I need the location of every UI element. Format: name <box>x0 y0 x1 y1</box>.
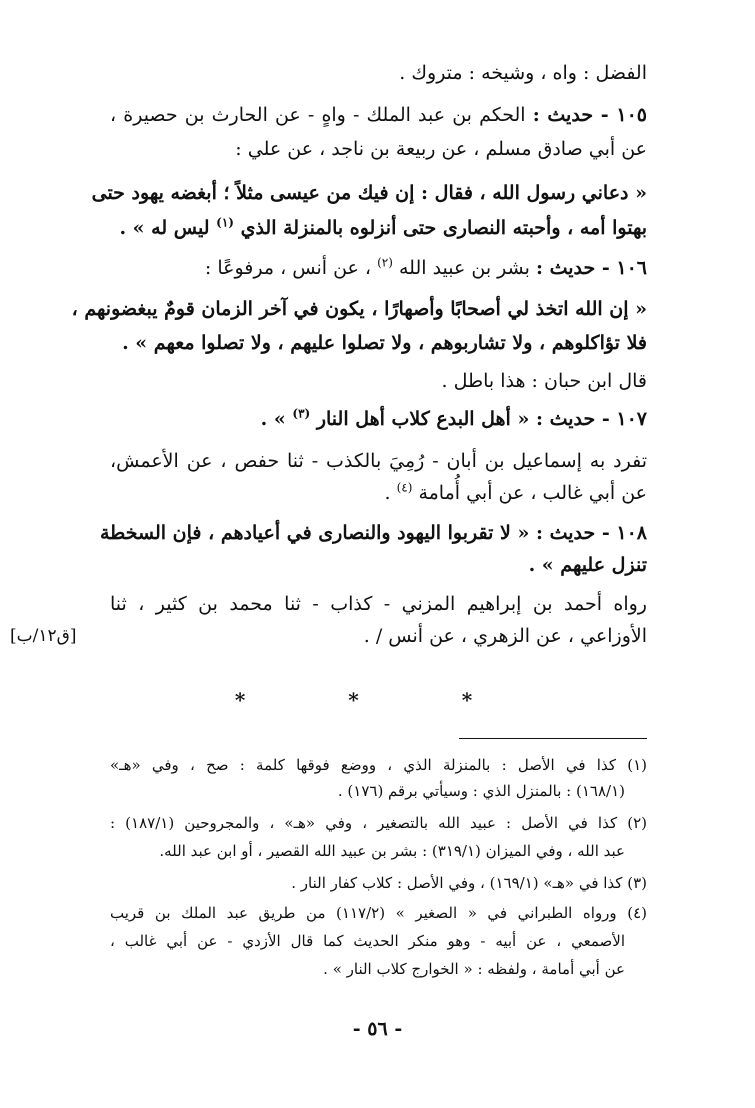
text-line-11 <box>110 446 647 476</box>
hadith-105-heading <box>110 100 647 130</box>
hadith-105-matn-1 <box>91 178 647 208</box>
line-text: عن أبي صادق مسلم ، عن ربيعة بن ناجد ، عن علي : <box>235 138 647 160</box>
hadith-106-matn-1 <box>71 294 647 324</box>
footnote-text: (٤) ورواه الطبراني في « الصغير » (١١٧/٢) من طريق عبد الملك بن قريب <box>110 904 648 922</box>
footnote-text: (١) كذا في الأصل : بالمنزلة الذي ، ووضع فوقها كلمة : صح ، وفي «هـ» <box>110 756 647 774</box>
text-line-1 <box>399 58 647 88</box>
line-text: الأوزاعي ، عن الزهري ، عن أنس / . <box>363 625 647 647</box>
manuscript-folio-note: [ق١٢/ب] <box>10 626 77 646</box>
hadith-106-heading <box>205 253 647 283</box>
footnote-2-line-1 <box>110 810 647 836</box>
footnote-3-line-1 <box>291 870 647 896</box>
line-text: فلا تؤاكلوهم ، ولا تشاربوهم ، ولا تصلوا عليهم ، ولا تصلوا معهم » . <box>122 332 647 354</box>
footnote-ref-2[interactable]: (٢) <box>377 255 393 270</box>
line-text: بهتوا أمه ، وأحبته النصارى حتى أنزلوه بالمنزلة الذي <box>240 217 647 239</box>
hadith-107-heading <box>261 404 647 434</box>
hadith-number-106: ١٠٦ - حديث : <box>535 257 647 279</box>
text-line-12 <box>384 478 647 508</box>
footnote-4-line-3 <box>323 956 625 982</box>
line-text: تفرد به إسماعيل بن أبان - رُمِيَ بالكذب - ثنا حفص ، عن الأعمش، <box>110 450 647 472</box>
line-text: قال ابن حبان : هذا باطل . <box>441 370 647 392</box>
line-text: « لا تقربوا اليهود والنصارى في أعيادهم ، فإن السخطة <box>100 522 530 544</box>
line-text: الحكم بن عبد الملك - واهٍ - عن الحارث بن حصيرة ، <box>110 104 526 126</box>
page-number: - ٥٦ - <box>352 1018 403 1040</box>
hadith-108-matn <box>529 550 647 580</box>
hadith-105-matn-2 <box>119 213 647 243</box>
text-line-3 <box>235 134 647 164</box>
line-text: » . <box>260 408 286 430</box>
hadith-number-105: ١٠٥ - حديث : <box>532 104 647 126</box>
footnote-ref-4[interactable]: (٤) <box>396 480 413 495</box>
text-line-9 <box>442 366 647 396</box>
hadith-number-107: ١٠٧ - حديث : <box>535 408 647 430</box>
footnote-1-line-2 <box>338 778 625 804</box>
line-text: عن أبي غالب ، عن أبي أُمامة <box>418 482 647 504</box>
line-text: تنزل عليهم » . <box>528 554 647 576</box>
line-text: « إن الله اتخذ لي أصحابًا وأصهارًا ، يكون في آخر الزمان قومٌ يبغضونهم ، <box>71 298 647 320</box>
footnote-4-line-2 <box>110 928 625 954</box>
line-text: « أهل البدع كلاب أهل النار <box>316 408 530 430</box>
footnote-divider <box>459 738 647 739</box>
line-text: . <box>384 482 391 504</box>
footnote-text: الأصمعي ، عن أبيه - وهو منكر الحديث كما قال الأزدي - عن أبي غالب ، <box>110 932 625 950</box>
footnote-text: (٢) كذا في الأصل : عبيد الله بالتصغير ، وفي «هـ» ، والمجروحين (١٨٧/١) : <box>110 814 647 832</box>
line-text: رواه أحمد بن إبراهيم المزني - كذاب - ثنا محمد بن كثير ، ثنا <box>110 593 647 615</box>
footnote-text: (٣) كذا في «هـ» (١٦٩/١) ، وفي الأصل : كلاب كفار النار . <box>291 874 647 892</box>
footnote-text: عبد الله ، وفي الميزان (٣١٩/١) : بشر بن عبيد الله القصير ، أو ابن عبد الله. <box>159 842 625 860</box>
text-line-15 <box>110 589 647 619</box>
section-separator: * * * <box>234 688 521 712</box>
footnote-text: عن أبي أمامة ، ولفظه : « الخوارج كلاب النار » . <box>323 960 625 978</box>
footnote-ref-1[interactable]: (١) <box>216 215 234 230</box>
hadith-number-108: ١٠٨ - حديث : <box>535 522 647 544</box>
line-text: « دعاني رسول الله ، فقال : إن فيك من عيسى مثلاً ؛ أبغضه يهود حتى <box>91 182 647 204</box>
line-text: الفضل : واه ، وشيخه : متروك . <box>399 62 647 84</box>
footnote-4-line-1 <box>110 900 647 926</box>
hadith-106-matn-2 <box>122 328 647 358</box>
text-line-16 <box>364 621 647 651</box>
footnote-ref-3[interactable]: (٣) <box>292 406 311 421</box>
footnote-1-line-1 <box>110 752 647 778</box>
footnote-2-line-2 <box>159 838 625 864</box>
line-text: ، عن أنس ، مرفوعًا : <box>204 257 372 279</box>
footnote-text: (١٦٨/١) : بالمنزل الذي : وسيأتي برقم (١٧٦) . <box>337 782 625 800</box>
line-text: بشر بن عبيد الله <box>398 257 530 279</box>
line-text: ليس له » . <box>119 217 210 239</box>
hadith-108-heading <box>100 518 647 548</box>
